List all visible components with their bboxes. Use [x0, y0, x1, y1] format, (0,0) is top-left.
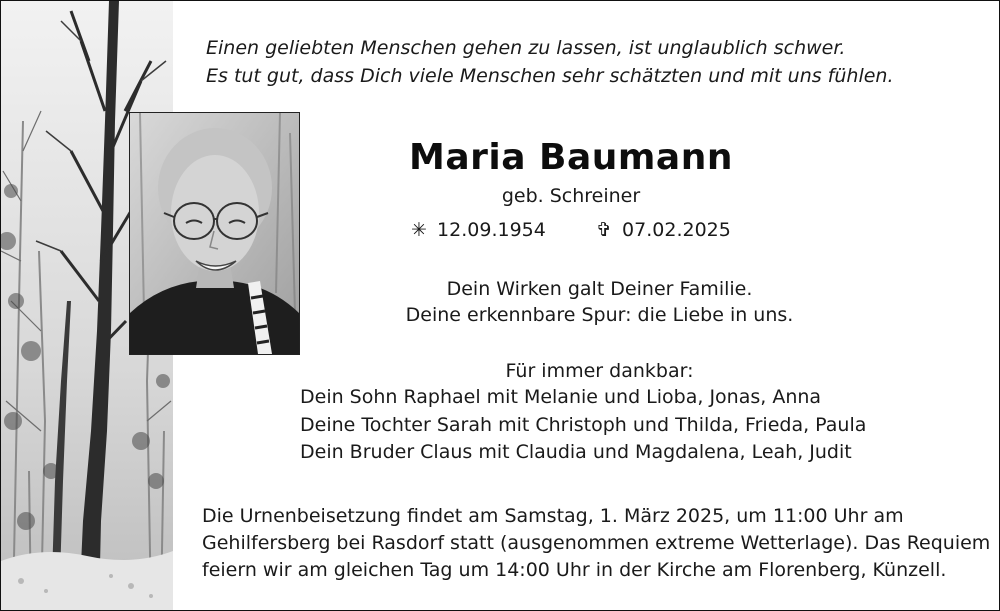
birth-date-line	[407, 219, 546, 241]
mourners-heading-text: Für immer dankbar:	[505, 360, 694, 382]
list-item: Dein Sohn Raphael mit Melanie und Lioba, Jonas, Anna	[300, 386, 822, 408]
list-item: Dein Bruder Claus mit Claudia und Magdalena, Leah, Judit	[300, 441, 852, 463]
tribute-text	[301, 276, 898, 328]
portrait-photo	[129, 112, 300, 355]
funeral-info	[202, 503, 990, 584]
death-cross-icon: ✞	[596, 219, 612, 241]
tribute-line: Deine erkennbare Spur: die Liebe in uns.	[405, 304, 794, 326]
death-date: 07.02.2025	[622, 219, 731, 241]
birth-star-icon: ✳	[411, 219, 427, 241]
tribute-line: Dein Wirken galt Deiner Familie.	[446, 278, 753, 300]
opening-quote	[206, 34, 986, 90]
birth-date: 12.09.1954	[437, 219, 546, 241]
funeral-line: Die Urnenbeisetzung findet am Samstag, 1. März 2025, um 11:00 Uhr am	[202, 505, 904, 527]
funeral-line: feiern wir am gleichen Tag um 14:00 Uhr in der Kirche am Florenberg, Künzell.	[202, 559, 947, 581]
quote-line: Es tut gut, dass Dich viele Menschen sehr schätzten und mit uns fühlen.	[206, 65, 894, 87]
list-item: Deine Tochter Sarah mit Christoph und Thilda, Frieda, Paula	[300, 413, 867, 436]
funeral-line: Gehilfersberg bei Rasdorf statt (ausgenommen extreme Wetterlage). Das Requiem	[202, 532, 991, 554]
mourners-list	[300, 384, 866, 467]
quote-line: Einen geliebten Menschen gehen zu lassen, ist unglaublich schwer.	[206, 37, 846, 59]
death-date-line	[592, 219, 731, 241]
mourners-heading	[301, 358, 898, 384]
deceased-name: Maria Baumann	[409, 137, 733, 178]
maiden-name: geb. Schreiner	[501, 185, 641, 207]
